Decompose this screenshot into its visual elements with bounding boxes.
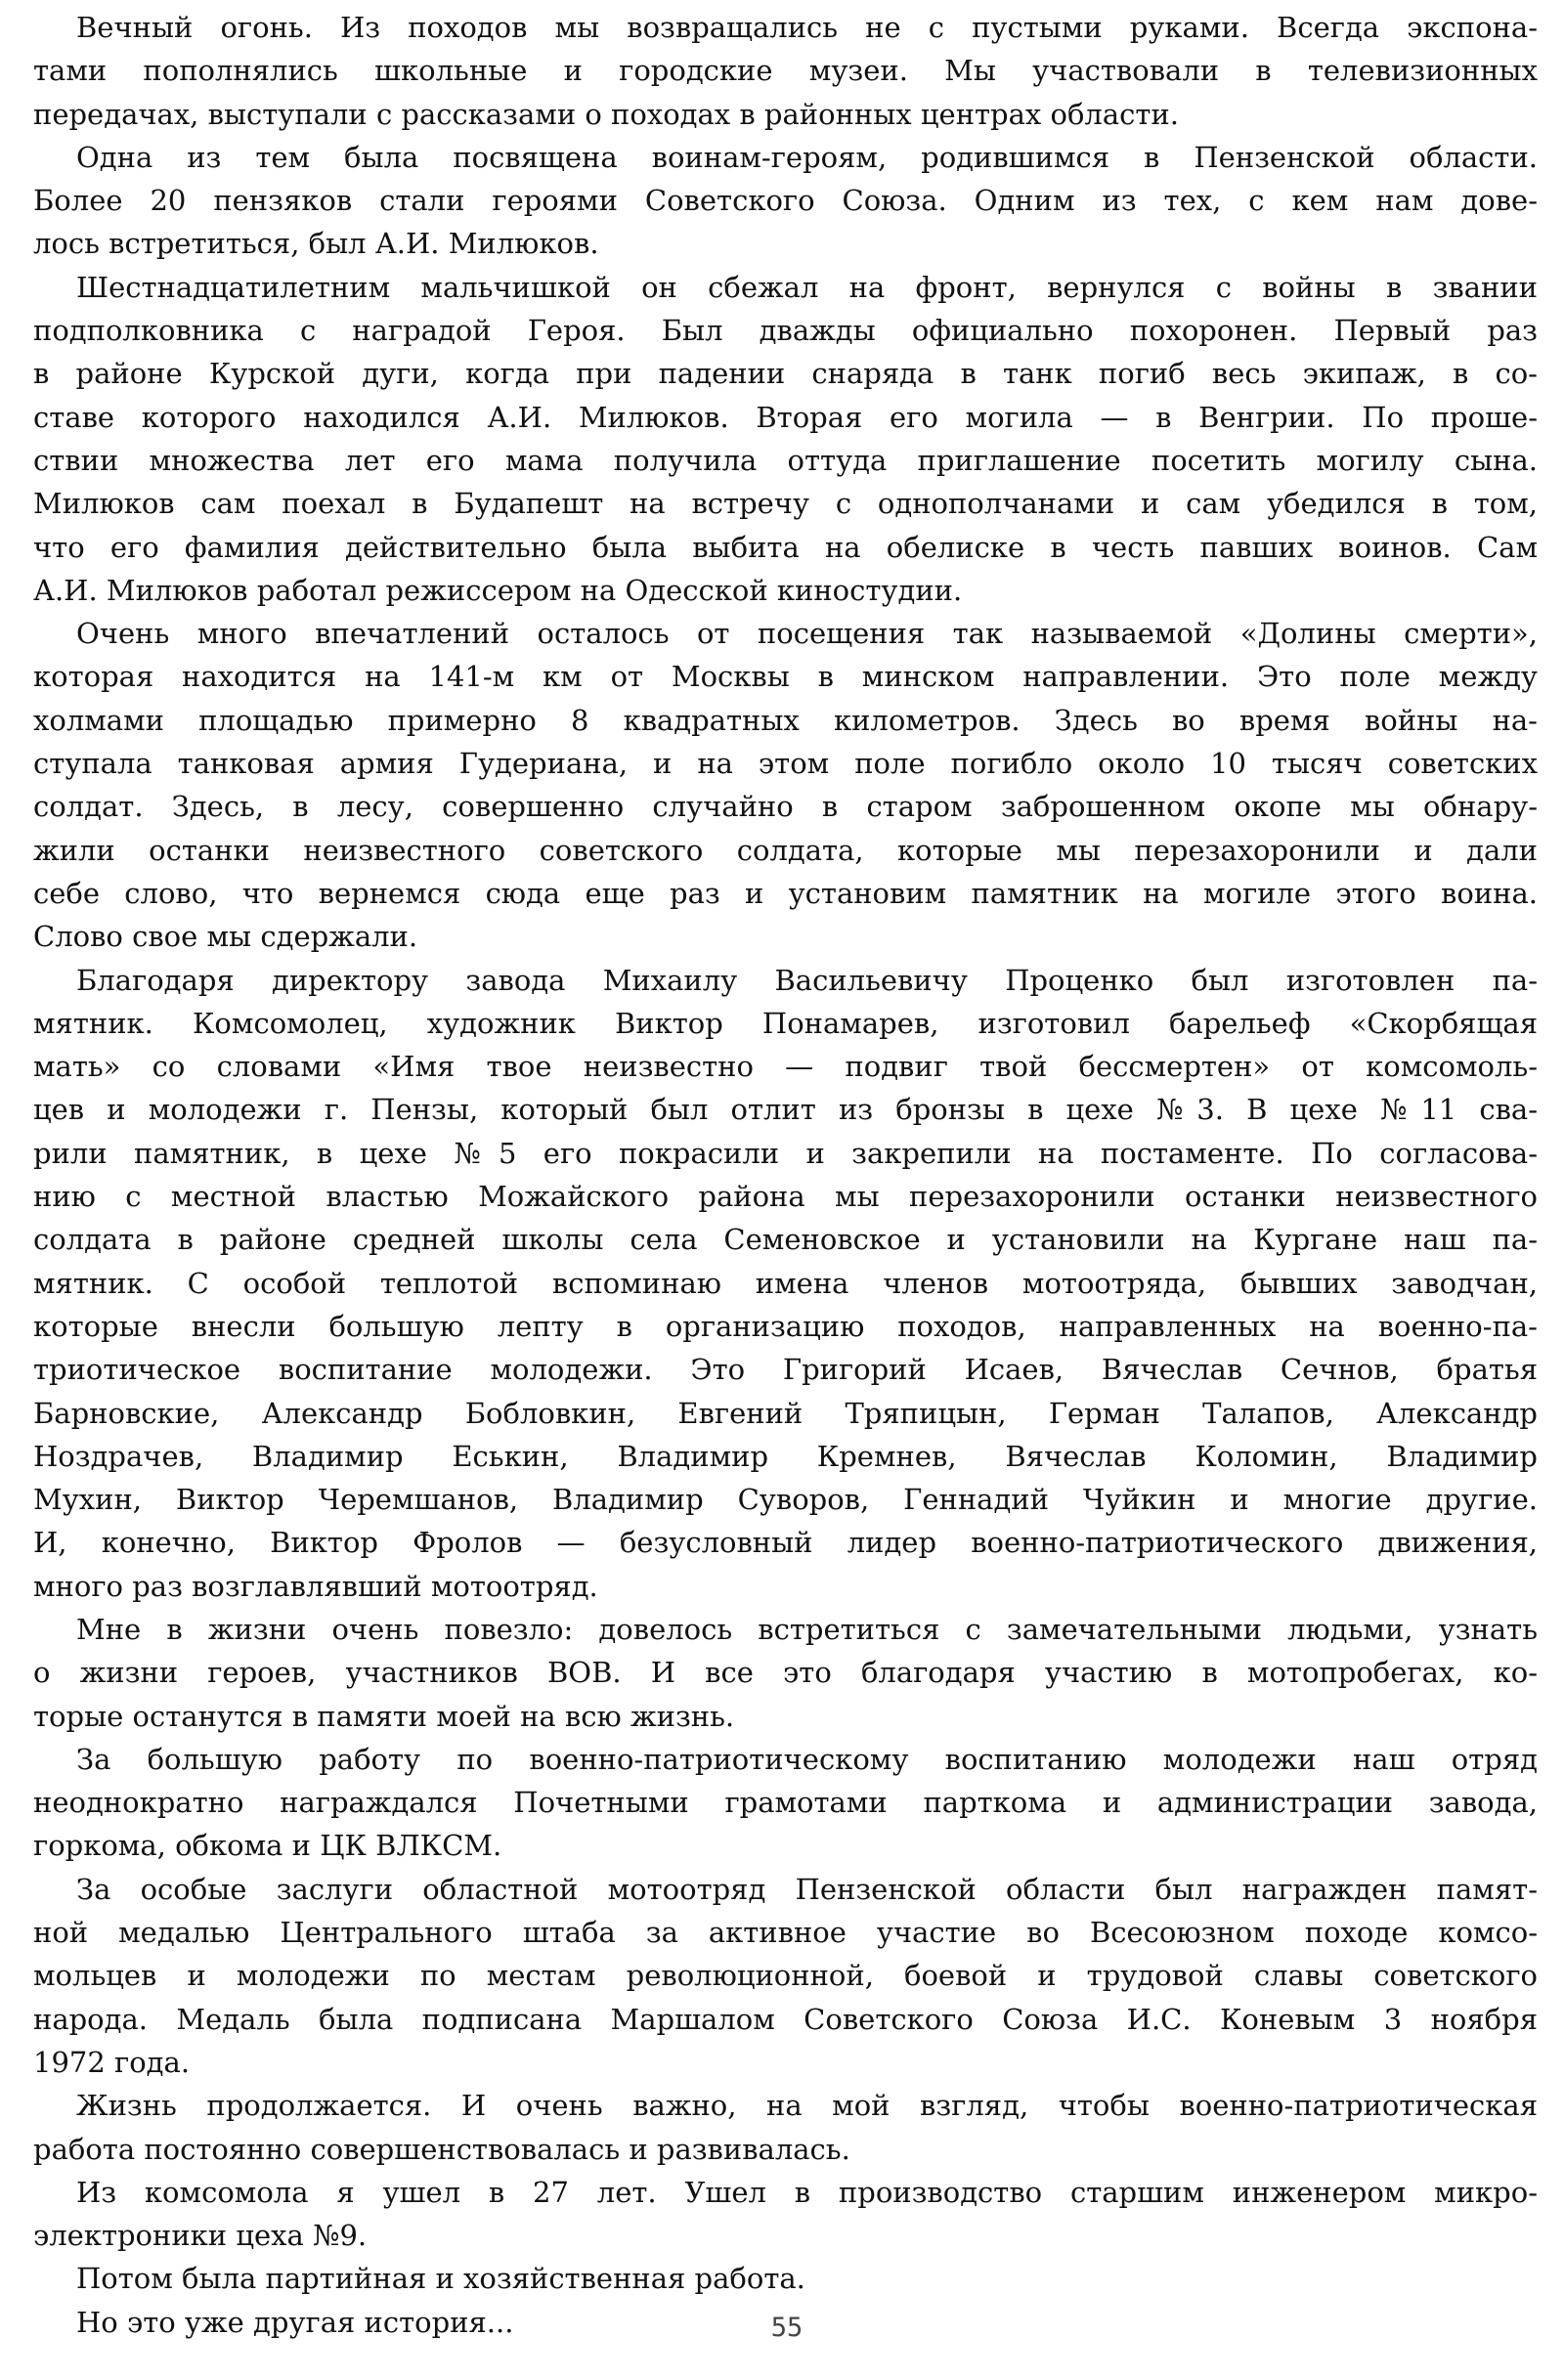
text-line: ствии множества лет его мама получила оттуда приглашение посетить могилу сына. [33,443,1538,477]
text-line: рили памятник, в цехе №5 его покрасили и закрепили на постаменте. По согласова- [33,1136,1538,1170]
text-line: электроники цеха №9. [33,2219,368,2253]
text-line: цев и молодежи г. Пензы, который был отлит из бронзы в цехе №3. В цехе №11 сва- [33,1093,1538,1127]
text-line: о жизни героев, участников ВОВ. И все это благодаря участию в мотопробегах, ко- [33,1656,1538,1690]
text-line: 1972 года. [33,2045,191,2079]
text-line: триотическое воспитание молодежи. Это Григорий Исаев, Вячеслав Сечнов, братья [33,1353,1538,1387]
paragraph [33,1868,1538,2084]
paragraph [33,1738,1538,1868]
paragraph [33,266,1538,612]
text-line: народа. Медаль была подписана Маршалом Советского Союза И.С. Коневым 3 ноября [33,2002,1538,2036]
text-line: холмами площадью примерно 8 квадратных километров. Здесь во время войны на- [33,703,1538,737]
text-line: Шестнадцатилетним мальчишкой он сбежал на фронт, вернулся с войны в звании [76,270,1538,304]
paragraph [33,2084,1538,2171]
body-text [33,6,1538,2344]
text-line: Жизнь продолжается. И очень важно, на мой взгляд, чтобы военно-патриотическая [76,2089,1538,2123]
paragraph [33,959,1538,1608]
text-line: За большую работу по военно-патриотическому воспитанию молодежи наш отряд [76,1742,1538,1776]
paragraph [33,612,1538,958]
paragraph [33,2171,1538,2258]
text-line: себе слово, что вернемся сюда еще раз и установим памятник на могиле этого воина. [33,876,1538,910]
text-line: лось встретиться, был А.И. Милюков. [33,227,599,261]
text-line: Вечный огонь. Из походов мы возвращались не с пустыми руками. Всегда экспона- [76,11,1538,44]
text-line: Потом была партийная и хозяйственная работа. [76,2262,805,2296]
text-line: солдат. Здесь, в лесу, совершенно случайно в старом заброшенном окопе мы обнару- [33,790,1538,824]
text-line: Мне в жизни очень повезло: довелось встретиться с замечательными людьми, узнать [76,1612,1538,1646]
text-line: жили останки неизвестного советского солдата, которые мы перезахоронили и дали [33,833,1538,867]
text-line: мятник. С особой теплотой вспоминаю имена членов мотоотряда, бывших заводчан, [33,1266,1538,1300]
text-line: Мухин, Виктор Черемшанов, Владимир Суворов, Геннадий Чуйкин и многие другие. [33,1483,1538,1517]
text-line: Слово свое мы сдержали. [33,920,418,954]
text-line: солдата в районе средней школы села Семеновское и установили на Кургане наш па- [33,1223,1538,1257]
text-line: что его фамилия действительно была выбита на обелиске в честь павших воинов. Сам [33,530,1538,564]
text-line: Ноздрачев, Владимир Еськин, Владимир Кремнев, Вячеслав Коломин, Владимир [33,1439,1538,1473]
text-line: Из комсомола я ушел в 27 лет. Ушел в производство старшим инженером микро- [76,2175,1538,2209]
text-line: А.И. Милюков работал режиссером на Одесской киностудии. [33,573,963,607]
text-line: передачах, выступали с рассказами о походах в районных центрах области. [33,97,1179,131]
text-line: мятник. Комсомолец, художник Виктор Понамарев, изготовил барельеф «Скорбящая [33,1006,1538,1040]
text-line: которые внесли большую лепту в организацию походов, направленных на военно-па- [33,1309,1538,1343]
text-line: торые останутся в памяти моей на всю жизнь. [33,1699,735,1733]
text-line: много раз возглавлявший мотоотряд. [33,1569,598,1603]
text-line: Но это уже другая история... [76,2305,514,2339]
paragraph [33,2257,1538,2300]
text-line: неоднократно награждался Почетными грамотами парткома и администрации завода, [33,1786,1538,1820]
text-line: ставе которого находился А.И. Милюков. Вторая его могила — в Венгрии. По проше- [33,400,1538,434]
text-line: подполковника с наградой Героя. Был дважды официально похоронен. Первый раз [33,314,1538,348]
text-line: которая находится на 141-м км от Москвы в минском направлении. Это поле между [33,660,1538,694]
text-line: Очень много впечатлений осталось от посещения так называемой «Долины смерти», [76,617,1538,651]
text-line: За особые заслуги областной мотоотряд Пензенской области был награжден памят- [76,1872,1538,1906]
text-line: Милюков сам поехал в Будапешт на встречу с однополчанами и сам убедился в том, [33,487,1538,521]
paragraph [33,1608,1538,1738]
text-line: Одна из тем была посвящена воинам-героям, родившимся в Пензенской области. [76,140,1538,174]
text-line: в районе Курской дуги, когда при падении снаряда в танк погиб весь экипаж, в со- [33,357,1538,391]
paragraph [33,6,1538,136]
text-line: ступала танковая армия Гудериана, и на этом поле погибло около 10 тысяч советских [33,747,1538,781]
text-line: мольцев и молодежи по местам революционной, боевой и трудовой славы советского [33,1959,1538,1993]
text-line: ной медалью Центрального штаба за активное участие во Всесоюзном походе комсо- [33,1916,1538,1950]
paragraph [33,136,1538,266]
text-line: нию с местной властью Можайского района мы перезахоронили останки неизвестного [33,1180,1538,1214]
text-line: тами пополнялись школьные и городские музеи. Мы участвовали в телевизионных [33,54,1538,88]
text-line: мать» со словами «Имя твое неизвестно — подвиг твой бессмертен» от комсомоль- [33,1050,1538,1084]
text-line: работа постоянно совершенствовалась и развивалась. [33,2132,850,2166]
text-line: Благодаря директору завода Михаилу Васильевичу Проценко был изготовлен па- [76,963,1538,997]
text-line: горкома, обкома и ЦК ВЛКСМ. [33,1829,502,1863]
text-line: Барновские, Александр Бобловкин, Евгений Тряпицын, Герман Талапов, Александр [33,1396,1538,1430]
text-line: И, конечно, Виктор Фролов — безусловный лидер военно-патриотического движения, [33,1526,1538,1560]
text-line: Более 20 пензяков стали героями Советского Союза. Одним из тех, с кем нам дове- [33,184,1538,218]
page-number: 55 [770,2313,804,2343]
